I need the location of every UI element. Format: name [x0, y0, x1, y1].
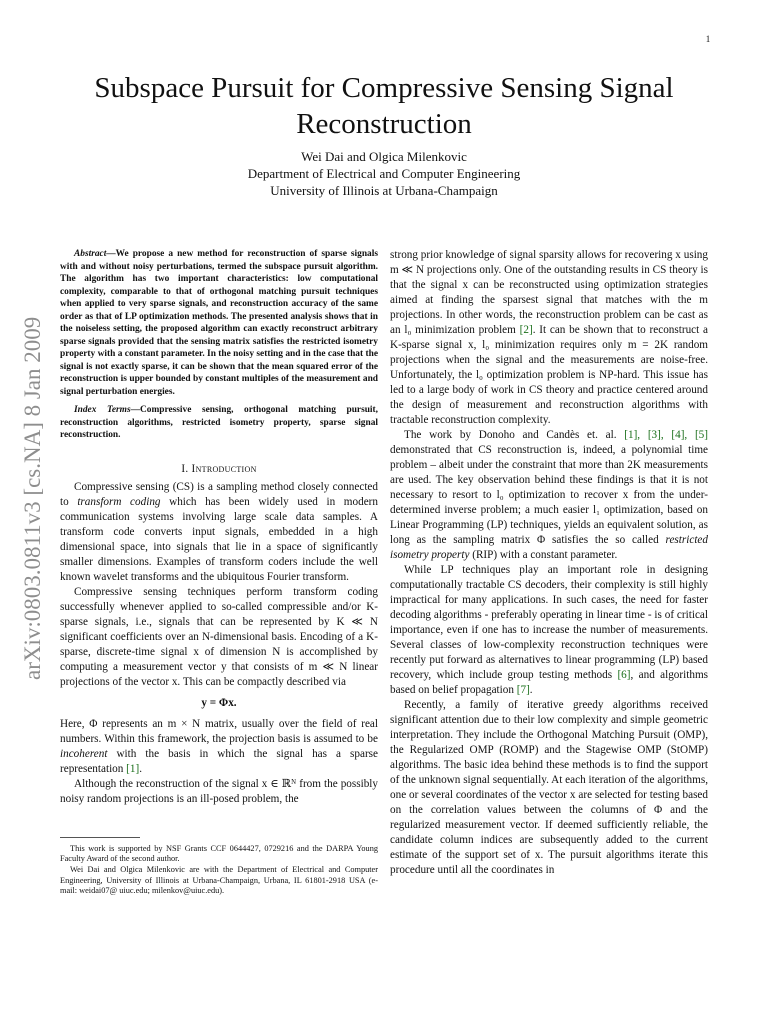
intro-paragraph-3: [60, 717, 378, 777]
citation-link[interactable]: [2]: [519, 324, 533, 336]
citation-link[interactable]: [1]: [126, 762, 140, 775]
intro-paragraph-1: [60, 480, 378, 585]
text-run: strong prior knowledge of signal sparsity allows for recovering x using m ≪ N projections only. One of the outstanding results in CS theory is that the signal x can be reconstructed using optimization strategies aimed at finding the sparsest signal that matches with the m projections. In other words, the reconstruction problem can be cast as an l₀ minimization problem: [390, 249, 708, 336]
right-paragraph-4: Recently, a family of iterative greedy algorithms received significant attention due to their low complexity and simple geometric interpretation. They include the Orthogonal Matching Pursuit (OMP), the Regularized OMP (ROMP) and the Stagewise OMP (StOMP) algorithms. The basic idea behind these methods is to find the support of the unknown signal sequentially. At each iteration of the algorithms, one or several coordinates of the vector x are selected for testing based on the correlation values between the columns of Φ and the regularized measurement vector. If deemed sufficiently reliable, the candidate column indices are subsequently added to the current estimate of the support set of x. The pursuit algorithms iterate this procedure until all the coordinates in: [390, 699, 708, 876]
citation-link[interactable]: [6]: [617, 669, 631, 681]
text-run: (RIP) with a constant parameter.: [469, 549, 618, 561]
emphasis-incoherent: incoherent: [60, 747, 108, 760]
text-run: Here, Φ represents an m × N matrix, usually over the field of real numbers. Within this framework, the projection basis is assumed to be: [60, 717, 378, 745]
author-block: [40, 148, 728, 199]
intro-paragraph-4: Although the reconstruction of the signal x ∈ ℝᴺ from the possibly noisy random projections is an ill-posed problem, the: [60, 777, 378, 805]
section-heading-introduction: I. Introduction: [181, 462, 257, 475]
right-column: [390, 248, 708, 878]
text-run: .: [139, 762, 143, 775]
footnote-divider: [60, 837, 140, 838]
citation-link[interactable]: [1], [3], [4], [5]: [624, 429, 708, 441]
abstract: [60, 248, 378, 398]
footnote-funding: This work is supported by NSF Grants CCF 0644427, 0729216 and the DARPA Young Faculty Award of the second author.: [60, 843, 378, 864]
text-run: with the basis in which the signal has a sparse representation: [60, 747, 378, 775]
text-run: Compressive sensing (CS) is a sampling method closely connected to: [60, 480, 378, 508]
abstract-text: —We propose a new method for reconstruction of sparse signals with and without noisy perturbations, termed the subspace pursuit algorithm. The algorithm has two important characteristics: low computational complexity, comparable to that of orthogonal matching pursuit techniques when applied to very sparse signals, and reconstruction accuracy of the same order as that of LP optimization methods. The presented analysis shows that in the noiseless setting, the proposed algorithm can exactly reconstruct arbitrary sparse signals provided that the sensing matrix satisfies the restricted isometry property with a constant parameter. In the noisy setting and in the case that the signal is not exactly sparse, it can be shown that the mean squared error of the reconstruction is upper bounded by constant multiples of the measurement and signal perturbation energies.: [60, 249, 378, 397]
footnote-affiliation: Wei Dai and Olgica Milenkovic are with the Department of Electrical and Computer Engineering, University of Illinois at Urbana-Champaign, Urbana, IL 61801-2918 USA (e-mail: weidai07@ uiuc.edu; milenkov@uiuc.edu).: [60, 864, 378, 896]
equation-measurement: y = Φx.: [201, 696, 237, 709]
affiliation-department: Department of Electrical and Computer Engineering: [247, 166, 521, 181]
text-run: While LP techniques play an important role in designing computationally tractable CS decoders, their complexity is still highly impractical for many applications. In such cases, the need for faster decoding algorithms - preferably operating in linear time - is of critical importance, even if one has to increase the number of measurements. Several classes of low-complexity reconstruction techniques were recently put forward as alternatives to linear programming (LP) based recovery, which include group testing methods: [390, 564, 708, 681]
left-column: [60, 248, 378, 897]
text-run: The work by Donoho and Candès et. al.: [404, 429, 625, 441]
author-names: Wei Dai and Olgica Milenkovic: [301, 149, 467, 164]
emphasis-transform-coding: transform coding: [77, 495, 161, 508]
abstract-lead: Abstract: [74, 249, 107, 259]
index-terms-text: —Compressive sensing, orthogonal matching pursuit, reconstruction algorithms, restricted isometry property, sparse signal reconstruction.: [60, 405, 379, 440]
page-number: 1: [705, 34, 711, 44]
emphasis-rip: restricted isometry property: [390, 534, 708, 561]
text-run: .: [529, 684, 533, 696]
arxiv-stamp-text: arXiv:0803.0811v3 [cs.NA] 8 Jan 2009: [20, 316, 45, 680]
title-line-1: Subspace Pursuit for Compressive Sensing Signal: [94, 72, 674, 104]
index-terms-lead: Index Terms: [74, 405, 131, 415]
title-line-2: Reconstruction: [296, 108, 472, 140]
text-run: , and algorithms based on belief propagation: [390, 669, 708, 696]
arxiv-stamp: [20, 250, 46, 680]
text-run: . It can be shown that to reconstruct a K-sparse signal x, l₀ minimization requires only m = 2K random projections when the signal and the measurements are noise-free. Unfortunately, the l₀ optimization problem is NP-hard. This issue has led to a large body of work in CS theory and practice centered around the design of measurement and reconstruction algorithms with tractable reconstruction complexity.: [390, 324, 708, 426]
text-run: demonstrated that CS reconstruction is, indeed, a polynomial time problem – albeit under the constraint that more than 2K measurements are used. The key observation behind these findings is that it is not necessary to resort to l₀ optimization to recover x from the under-determined inverse problem; a much easier l₁ optimization, based on Linear Programming (LP) techniques, yields an equivalent solution, as long as the sampling matrix Φ satisfies the so called: [390, 444, 708, 546]
right-paragraph-3: [390, 563, 708, 698]
paper-title: [40, 70, 728, 142]
intro-paragraph-2: Compressive sensing techniques perform transform coding successfully whenever applied to so-called compressible and/or K-sparse signals, i.e., signals that can be represented by K ≪ N significant coefficients over an N-dimensional basis. Encoding of a K-sparse, discrete-time signal x of dimension N is accomplished by computing a measurement vector y that consists of m ≪ N linear projections of the vector x. This can be compactly described via: [60, 585, 378, 688]
citation-link[interactable]: [7]: [516, 684, 530, 696]
right-paragraph-2: [390, 428, 708, 563]
right-paragraph-1: [390, 248, 708, 428]
text-run: which has been widely used in modern communication systems involving large scale data samples. A transform code converts input signals, embedded in a high dimensional space, into signals that lie in a space of significantly smaller dimensions. Examples of transform coders include the well known wavelet transforms and the ubiquitous Fourier transform.: [60, 495, 378, 583]
index-terms: [60, 404, 378, 442]
affiliation-university: University of Illinois at Urbana-Champaign: [270, 183, 498, 198]
